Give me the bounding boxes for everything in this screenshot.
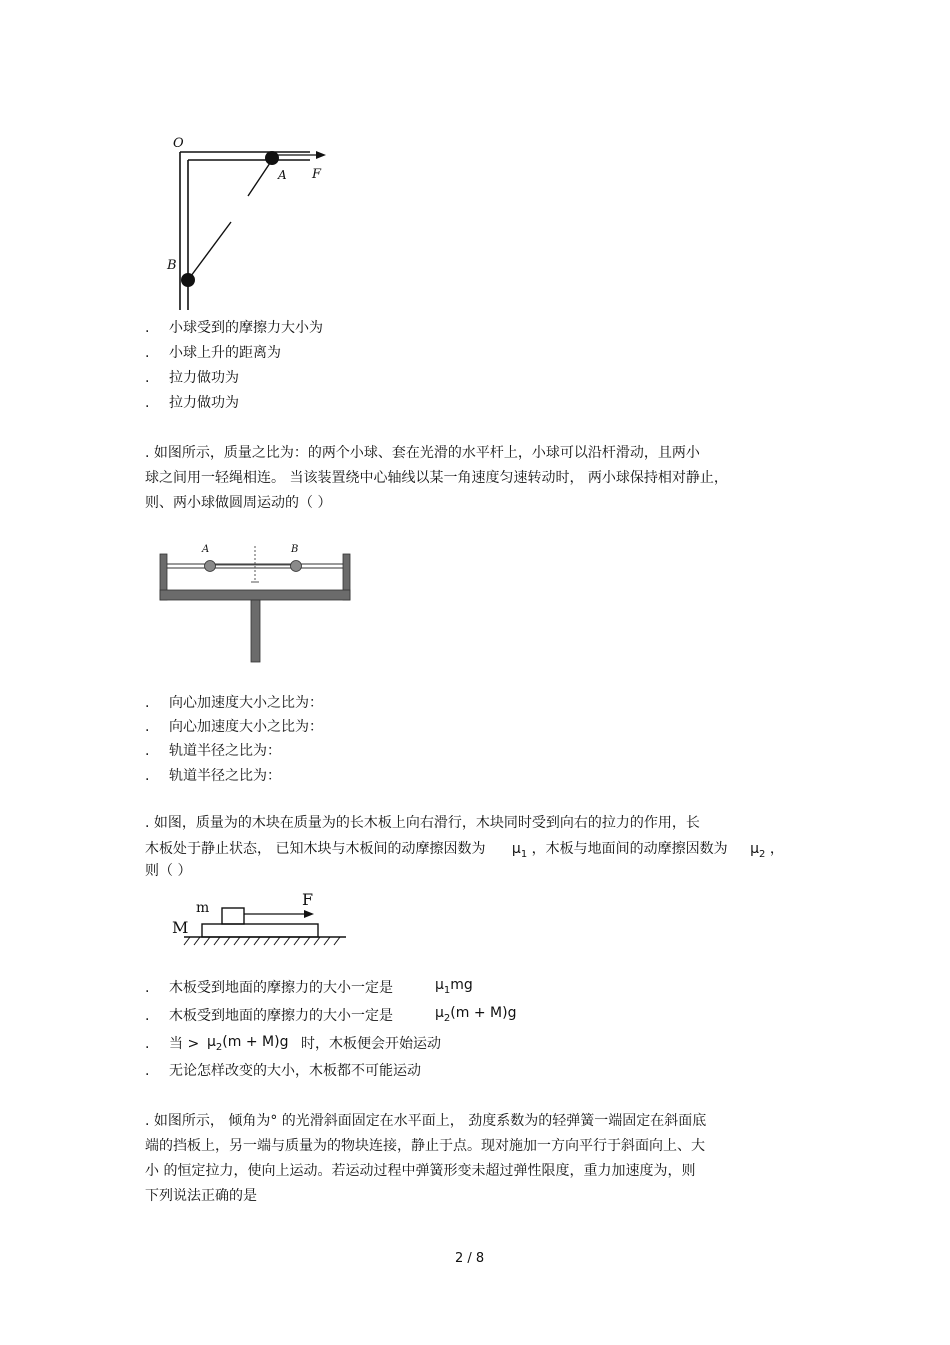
figure-l-rod bbox=[160, 130, 360, 315]
mu2-symbol: $\mu_2$ bbox=[750, 841, 766, 860]
label-f: F bbox=[312, 167, 322, 182]
option-text: 木板受到地面的摩擦力的大小一定是 bbox=[169, 1008, 393, 1024]
q4-line-1: . 如图所示， 倾角为° 的光滑斜面固定在水平面上， 劲度系数为的轻弹簧一端固定在斜面底 bbox=[145, 1113, 707, 1129]
option-text: 轨道半径之比为： bbox=[169, 768, 281, 784]
label-o: O bbox=[173, 136, 184, 151]
option-marker: . bbox=[145, 1036, 150, 1052]
q3-option-a bbox=[145, 979, 745, 999]
ball-b bbox=[291, 561, 302, 572]
block-board-diagram bbox=[170, 888, 350, 948]
q2-line-3: 则、两小球做圆周运动的（ ） bbox=[145, 495, 332, 511]
q3-option-d bbox=[145, 1062, 745, 1082]
q3-line-3: 则（ ） bbox=[145, 863, 192, 879]
option-marker: . bbox=[145, 395, 150, 411]
option-text: 当 > bbox=[169, 1036, 200, 1052]
page-number: 2 / 8 bbox=[455, 1251, 485, 1266]
option-marker: . bbox=[145, 1008, 150, 1024]
option-text: 拉力做功为 bbox=[169, 370, 239, 386]
option-text: 小球上升的距离为 bbox=[169, 345, 281, 361]
ball-a bbox=[205, 561, 216, 572]
label-b: B bbox=[167, 258, 177, 273]
rotating-frame-diagram bbox=[150, 538, 365, 668]
q3-option-c bbox=[145, 1035, 745, 1055]
option-text: 小球受到的摩擦力大小为 bbox=[169, 320, 323, 336]
q4-line-3: 小 的恒定拉力，使向上运动。若运动过程中弹簧形变未超过弹性限度，重力加速度为，则 bbox=[145, 1163, 696, 1179]
q3-line-2-part-b: ，木板与地面间的动摩擦因数为 bbox=[531, 841, 728, 857]
prev-option-d bbox=[145, 394, 745, 412]
ball-b bbox=[181, 273, 195, 287]
option-text: 向心加速度大小之比为： bbox=[169, 719, 323, 735]
option-text-after: 时，木板便会开始运动 bbox=[301, 1036, 441, 1052]
q2-option-c bbox=[145, 742, 745, 760]
option-marker: . bbox=[145, 345, 150, 361]
q2-option-a bbox=[145, 694, 745, 712]
option-marker: . bbox=[145, 768, 150, 784]
label-m: m bbox=[196, 900, 210, 916]
option-text: 轨道半径之比为： bbox=[169, 743, 281, 759]
label-f: F bbox=[302, 890, 314, 909]
figure-rotating-frame bbox=[150, 538, 365, 668]
prev-option-c bbox=[145, 369, 745, 387]
label-a: A bbox=[202, 544, 210, 555]
option-marker: . bbox=[145, 370, 150, 386]
option-text: 木板受到地面的摩擦力的大小一定是 bbox=[169, 980, 393, 996]
ball-a bbox=[265, 151, 279, 165]
option-marker: . bbox=[145, 320, 150, 336]
q2-line-1: . 如图所示，质量之比为：的两个小球、套在光滑的水平杆上，小球可以沿杆滑动，且两小 bbox=[145, 445, 700, 461]
q3-line-2-part-a: 木板处于静止状态， 已知木块与木板间的动摩擦因数为 bbox=[145, 841, 486, 857]
option-formula: $\mu_2(m + M)g$ bbox=[207, 1034, 289, 1053]
option-text: 向心加速度大小之比为： bbox=[169, 695, 323, 711]
q2-option-d bbox=[145, 767, 745, 785]
figure-block-board bbox=[170, 888, 350, 948]
q4-line-2: 端的挡板上，另一端与质量为的物块连接，静止于点。现对施加一方向平行于斜面向上、大 bbox=[145, 1138, 705, 1154]
mu1-symbol: $\mu_1$ bbox=[511, 841, 528, 860]
option-marker: . bbox=[145, 1063, 150, 1079]
q3-line-1: . 如图，质量为的木块在质量为的长木板上向右滑行，木块同时受到向右的拉力的作用，长 bbox=[145, 815, 700, 831]
q3-line-2-part-c: ， bbox=[769, 841, 784, 857]
option-formula: $\mu_2(m + M)g$ bbox=[435, 1005, 517, 1024]
label-big-m: M bbox=[172, 918, 189, 937]
option-marker: . bbox=[145, 695, 150, 711]
option-marker: . bbox=[145, 719, 150, 735]
prev-option-b bbox=[145, 344, 745, 362]
label-b: B bbox=[291, 544, 299, 555]
label-a: A bbox=[278, 168, 287, 182]
q2-option-b bbox=[145, 718, 745, 736]
prev-option-a bbox=[145, 319, 745, 337]
option-marker: . bbox=[145, 743, 150, 759]
option-marker: . bbox=[145, 980, 150, 996]
q4-line-4: 下列说法正确的是 bbox=[145, 1188, 257, 1204]
option-text: 拉力做功为 bbox=[169, 395, 239, 411]
q3-line-2 bbox=[145, 840, 784, 864]
q2-line-2: 球之间用一轻绳相连。 当该装置绕中心轴线以某一角速度匀速转动时， 两小球保持相对静止， bbox=[145, 470, 728, 486]
q3-option-b bbox=[145, 1007, 745, 1027]
l-rod-diagram bbox=[160, 130, 360, 315]
option-text: 无论怎样改变的大小，木板都不可能运动 bbox=[169, 1063, 421, 1079]
option-formula: $\mu_1mg$ bbox=[435, 977, 473, 996]
